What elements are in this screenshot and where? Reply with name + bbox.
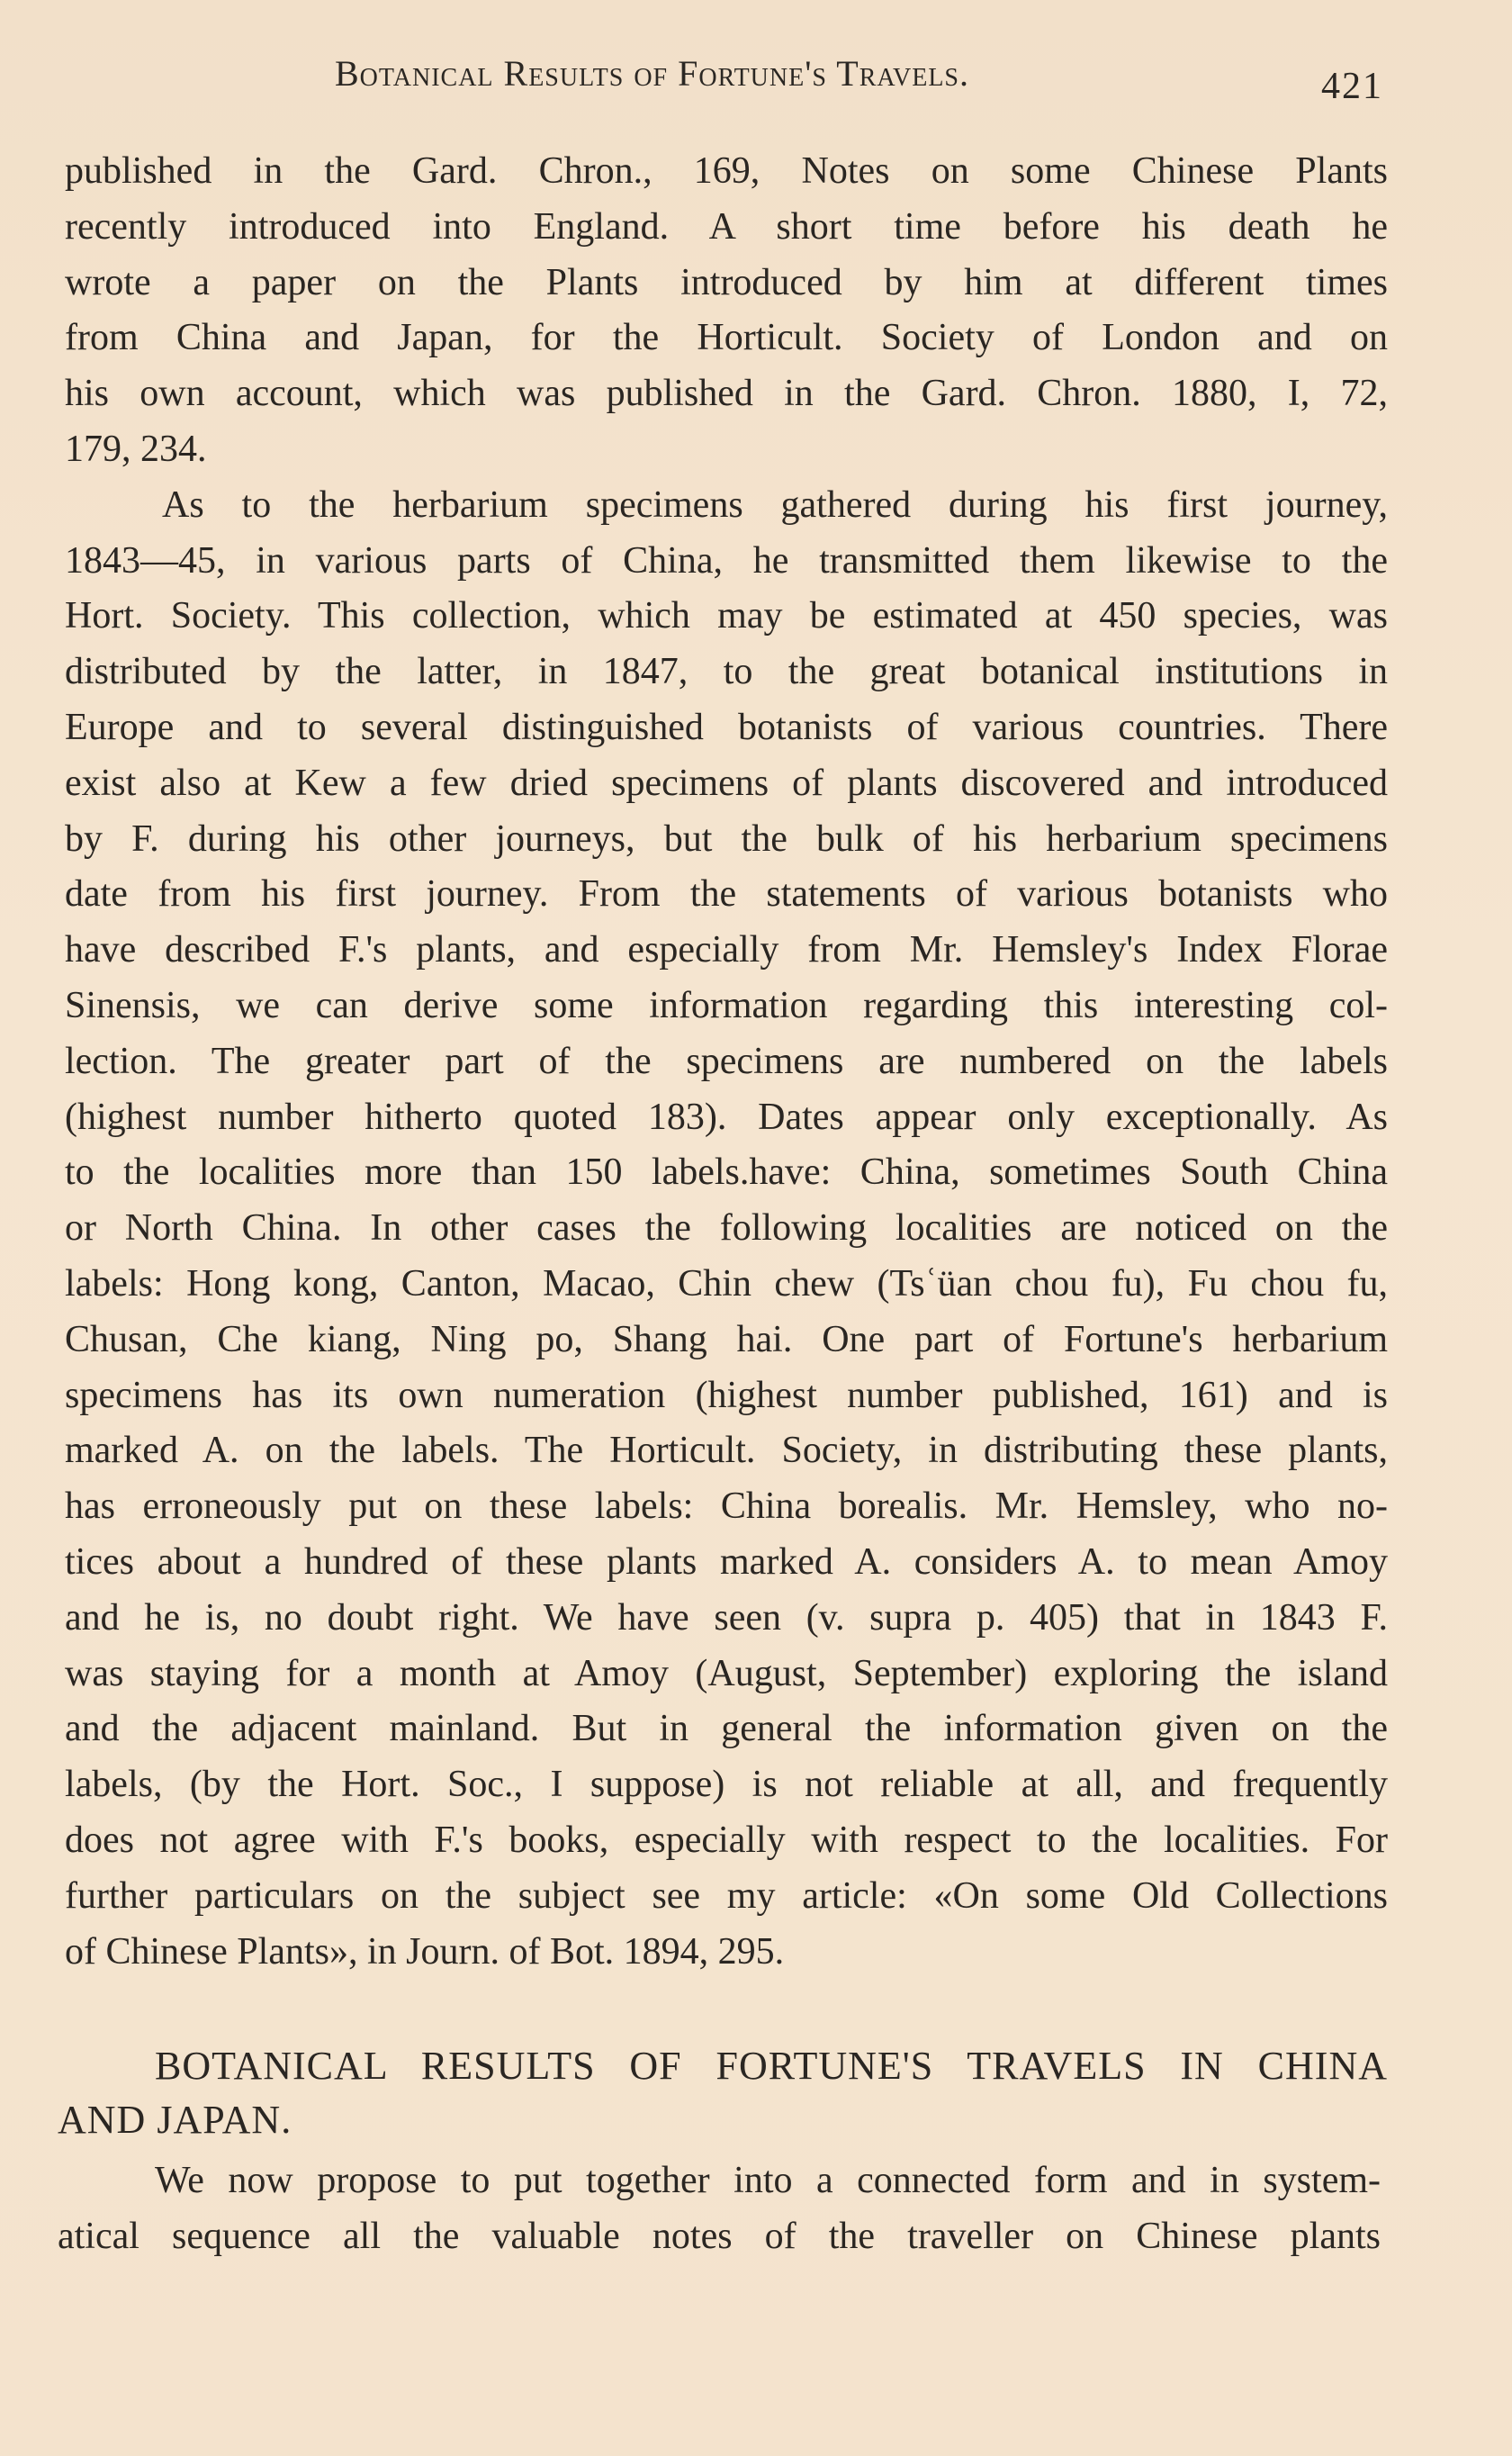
text-line: (highest number hitherto quoted 183). Dates appear only exceptionally. As bbox=[65, 1096, 1388, 1138]
text-line: labels: Hong kong, Canton, Macao, Chin chew (Tsʿüan chou fu), Fu chou fu, bbox=[65, 1262, 1388, 1305]
text-line: tices about a hundred of these plants marked A. considers A. to mean Amoy bbox=[65, 1540, 1388, 1583]
text-line: from China and Japan, for the Horticult. Society of London and on bbox=[65, 317, 1388, 359]
text-line: further particulars on the subject see my article: «On some Old Collections bbox=[65, 1874, 1388, 1917]
text-line: 1843—45, in various parts of China, he transmitted them likewise to the bbox=[65, 539, 1388, 582]
heading-line: BOTANICAL RESULTS OF FORTUNE'S TRAVELS IN CHINA bbox=[155, 2044, 1388, 2088]
running-head: Botanical Results of Fortune's Travels. bbox=[335, 53, 969, 94]
text-line: recently introduced into England. A short time before his death he bbox=[65, 205, 1388, 248]
text-line: Europe and to several distinguished botanists of various countries. There bbox=[65, 706, 1388, 748]
text-line: 179, 234. bbox=[65, 428, 207, 470]
text-line: and the adjacent mainland. But in general the information given on the bbox=[65, 1708, 1388, 1750]
text-line: published in the Gard. Chron., 169, Notes on some Chinese Plants bbox=[65, 150, 1388, 192]
section-heading bbox=[58, 2039, 1388, 2147]
text-line: marked A. on the labels. The Horticult. Society, in distributing these plants, bbox=[65, 1430, 1388, 1472]
closing-paragraph bbox=[58, 2154, 1381, 2265]
text-line: exist also at Kew a few dried specimens of plants discovered and introduced bbox=[65, 762, 1388, 804]
text-line: date from his first journey. From the statements of various botanists who bbox=[65, 873, 1388, 916]
text-line: distributed by the latter, in 1847, to the great botanical institutions in bbox=[65, 651, 1388, 693]
text-line: to the localities more than 150 labels.have: China, sometimes South China bbox=[65, 1151, 1388, 1194]
text-line: labels, (by the Hort. Soc., I suppose) is not reliable at all, and frequently bbox=[65, 1764, 1388, 1806]
text-line: Chusan, Che kiang, Ning po, Shang hai. One part of Fortune's herbarium bbox=[65, 1318, 1388, 1360]
text-line: We now propose to put together into a connected form and in system- bbox=[155, 2160, 1381, 2201]
text-line: Hort. Society. This collection, which may be estimated at 450 species, was bbox=[65, 595, 1388, 637]
text-line: his own account, which was published in the Gard. Chron. 1880, I, 72, bbox=[65, 373, 1388, 415]
text-line: or North China. In other cases the following localities are noticed on the bbox=[65, 1207, 1388, 1250]
text-line: have described F.'s plants, and especially from Mr. Hemsley's Index Florae bbox=[65, 929, 1388, 971]
body-text bbox=[65, 144, 1388, 1980]
text-line: does not agree with F.'s books, especially with respect to the localities. For bbox=[65, 1819, 1388, 1861]
text-line: of Chinese Plants», in Journ. of Bot. 1894, 295. bbox=[65, 1930, 785, 1973]
page-number: 421 bbox=[1321, 66, 1383, 107]
text-line: and he is, no doubt right. We have seen (v. supra p. 405) that in 1843 F. bbox=[65, 1596, 1388, 1639]
text-line: Sinensis, we can derive some information regarding this interesting col- bbox=[65, 984, 1388, 1026]
text-line: by F. during his other journeys, but the bulk of his herbarium specimens bbox=[65, 817, 1388, 860]
text-line: has erroneously put on these labels: China borealis. Mr. Hemsley, who no- bbox=[65, 1485, 1388, 1528]
text-line: lection. The greater part of the specimens are numbered on the labels bbox=[65, 1040, 1388, 1082]
heading-line: AND JAPAN. bbox=[58, 2098, 292, 2142]
text-line: wrote a paper on the Plants introduced by him at different times bbox=[65, 261, 1388, 303]
text-line: specimens has its own numeration (highest number published, 161) and is bbox=[65, 1374, 1388, 1416]
text-line: As to the herbarium specimens gathered during his first journey, bbox=[162, 483, 1388, 526]
text-line: atical sequence all the valuable notes of the traveller on Chinese plants bbox=[58, 2215, 1381, 2257]
text-line: was staying for a month at Amoy (August, September) exploring the island bbox=[65, 1652, 1388, 1694]
